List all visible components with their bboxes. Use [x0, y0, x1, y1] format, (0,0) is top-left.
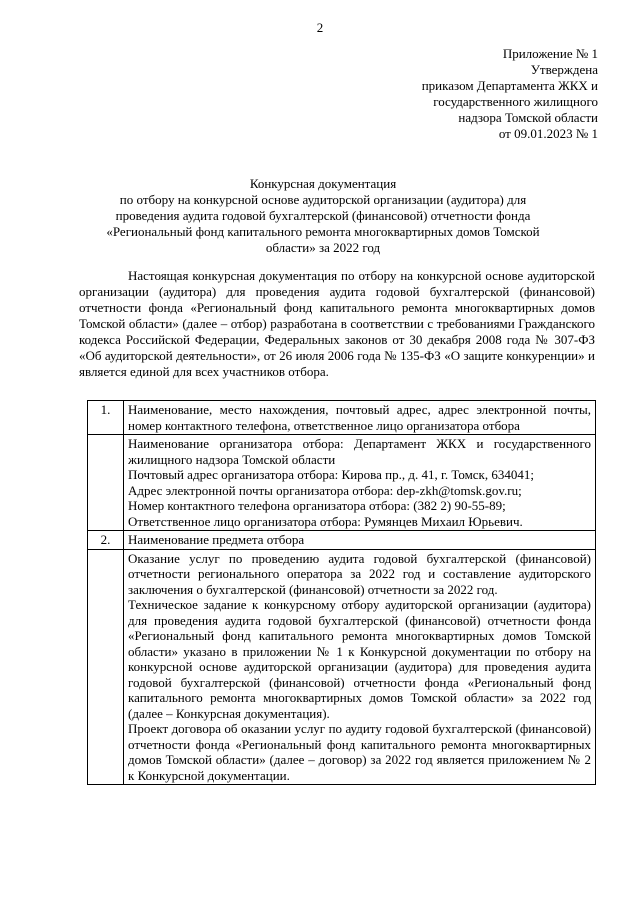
approval-line: приказом Департамента ЖКХ и: [421, 78, 598, 93]
approval-block: [338, 46, 598, 142]
intro-paragraph: Настоящая конкурсная документация по отбору на конкурсной основе аудиторской организации (аудитора) для проведения аудита годовой бухгалтерской (финансовой) отчетности фонда «Региональный фонд капитального ремонта многоквартирных домов Томской области» (далее – отбор) разработана в соответствии с требованиями Гражданского кодекса Российской Федерации, Федеральных законов от 30 декабря 2008 года № 307-ФЗ «Об аудиторской деятельности», от 26 июля 2006 года № 135-ФЗ «О защите конкуренции» и является единой для всех участников отбора.: [79, 268, 595, 379]
title-line: проведения аудита годовой бухгалтерской (финансовой) отчетности фонда: [115, 208, 531, 223]
empty-cell: [88, 435, 124, 531]
requirements-table: [87, 400, 596, 785]
approval-line: надзора Томской области: [458, 110, 598, 125]
section-content: [124, 435, 596, 531]
content-paragraph: Оказание услуг по проведению аудита годовой бухгалтерской (финансовой) отчетности регионального оператора за 2022 год и составление аудиторского заключения о бухгалтерской (финансовой) отчетности за 2022 год.: [128, 550, 591, 597]
table-row: [88, 549, 596, 785]
section-heading: Наименование предмета отбора: [124, 531, 596, 550]
content-paragraph: Адрес электронной почты организатора отбора: dep-zkh@tomsk.gov.ru;: [128, 482, 522, 498]
approval-line: государственного жилищного: [433, 94, 598, 109]
table-row: [88, 435, 596, 531]
title-line: по отбору на конкурсной основе аудиторской организации (аудитора) для: [119, 192, 527, 207]
approval-line: от 09.01.2023 № 1: [498, 126, 598, 141]
section-content: [124, 549, 596, 785]
approval-line: Приложение № 1: [502, 46, 598, 61]
page-number: 2: [316, 20, 324, 35]
section-number: 2.: [88, 531, 124, 550]
table-row: [88, 401, 596, 435]
content-paragraph: Техническое задание к конкурсному отбору аудиторской организации (аудитора) для проведения аудита годовой бухгалтерской (финансовой) отчетности фонда «Региональный фонд капитального ремонта многоквартирных домов Томской области» указано в приложении № 1 к Конкурсной документации по отбору на конкурсной основе аудиторской организации (аудитора) для проведения аудита годовой бухгалтерской (финансовой) отчетности фонда «Региональный фонд капитального ремонта многоквартирных домов Томской области» за 2022 год (далее – Конкурсная документация).: [128, 597, 591, 721]
content-paragraph: Почтовый адрес организатора отбора: Кирова пр., д. 41, г. Томск, 634041;: [128, 467, 534, 482]
table-row: [88, 531, 596, 550]
content-paragraph: Номер контактного телефона организатора отбора: (382 2) 90-55-89;: [128, 498, 506, 513]
title-line: области» за 2022 год: [265, 240, 381, 255]
content-paragraph: Проект договора об оказании услуг по аудиту годовой бухгалтерской (финансовой) отчетности фонда «Региональный фонд капитального ремонта многоквартирных домов Томской области» (далее – договор) за 2022 год является приложением № 2 к Конкурсной документации.: [128, 721, 591, 783]
content-paragraph: Ответственное лицо организатора отбора: Румянцев Михаил Юрьевич.: [128, 513, 523, 529]
document-title: [98, 176, 548, 256]
content-paragraph: Наименование организатора отбора: Департамент ЖКХ и государственного жилищного надзора Томской области: [128, 436, 591, 467]
section-heading: Наименование, место нахождения, почтовый адрес, адрес электронной почты, номер контактного телефона, ответственное лицо организатора отбора: [124, 401, 596, 435]
approval-line: Утверждена: [530, 62, 598, 77]
section-number: 1.: [88, 401, 124, 435]
title-line: «Региональный фонд капитального ремонта многоквартирных домов Томской: [106, 224, 540, 239]
title-line: Конкурсная документация: [249, 176, 397, 191]
empty-cell: [88, 549, 124, 785]
